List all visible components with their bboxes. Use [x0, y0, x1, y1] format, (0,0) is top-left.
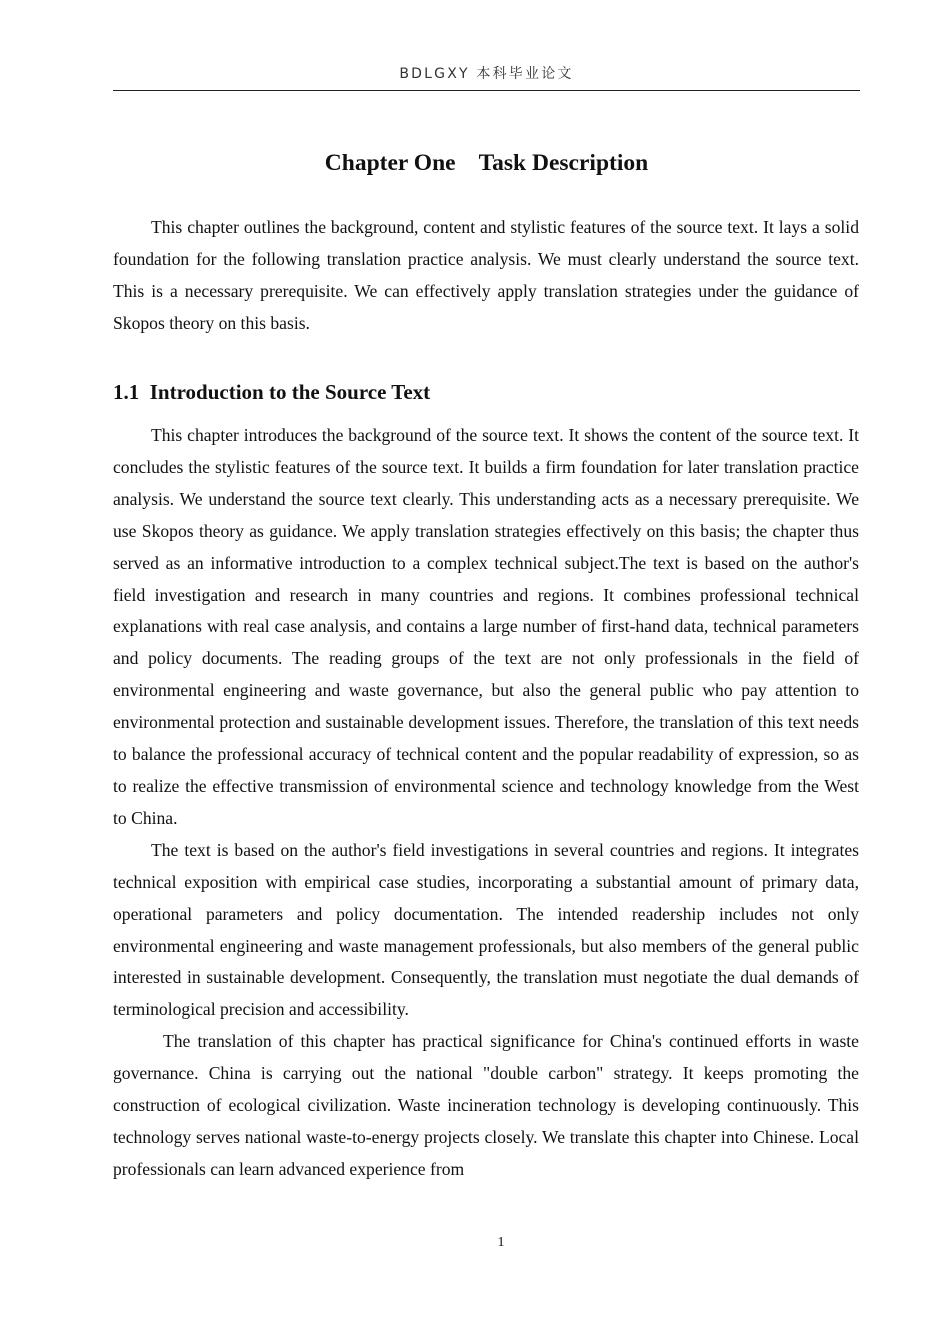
intro-paragraph: This chapter outlines the background, content and stylistic features of the source text. It lays a solid foundation for the following translation practice analysis. We must clearly understand the source text. This is a necessary prerequisite. We can effectively apply translation strategies under the guidance of Skopos theory on this basis.	[113, 217, 859, 333]
running-header	[113, 62, 860, 91]
body-paragraph: The text is based on the author's field investigations in several countries and regions. It integrates technical exposition with empirical case studies, incorporating a substantial amount of primary data, operational parameters and policy documentation. The intended readership includes not only environmental engineering and waste management professionals, but also members of the general public interested in sustainable development. Consequently, the translation must negotiate the dual demands of terminological precision and accessibility.	[113, 839, 859, 1020]
body-paragraph: This chapter introduces the background of the source text. It shows the content of the source text. It concludes the stylistic features of the source text. It builds a firm foundation for later translation practice analysis. We understand the source text clearly. This understanding acts as a necessary prerequisite. We use Skopos theory as guidance. We apply translation strategies effectively on this basis; the chapter thus served as an informative introduction to a complex technical subject.The text is based on the author's field investigation and research in many countries and regions. It combines professional technical explanations with real case analysis, and contains a large number of first-hand data, technical parameters and policy documents. The reading groups of the text are not only professionals in the field of environmental engineering and waste governance, but also the general public who pay attention to environmental protection and sustainable development issues. Therefore, the translation of this text needs to balance the professional accuracy of technical content and the popular readability of expression, so as to realize the effective transmission of environmental science and technology knowledge from the West to China.	[113, 425, 859, 828]
chapter-title: Chapter One Task Description	[324, 150, 649, 176]
body-paragraph: The translation of this chapter has practical significance for China's continued efforts in waste governance. China is carrying out the national "double carbon" strategy. It keeps promoting the construction of ecological civilization. Waste incineration technology is developing continuously. This technology serves national waste-to-energy projects closely. We translate this chapter into Chinese. Local professionals can learn advanced experience from	[113, 1031, 859, 1179]
running-title: BDLGXY 本科毕业论文	[399, 66, 574, 82]
chapter-intro	[113, 212, 859, 340]
section-body	[113, 420, 859, 1186]
page-number: 1	[497, 1235, 505, 1250]
section-heading: 1.1 Introduction to the Source Text	[113, 380, 431, 404]
